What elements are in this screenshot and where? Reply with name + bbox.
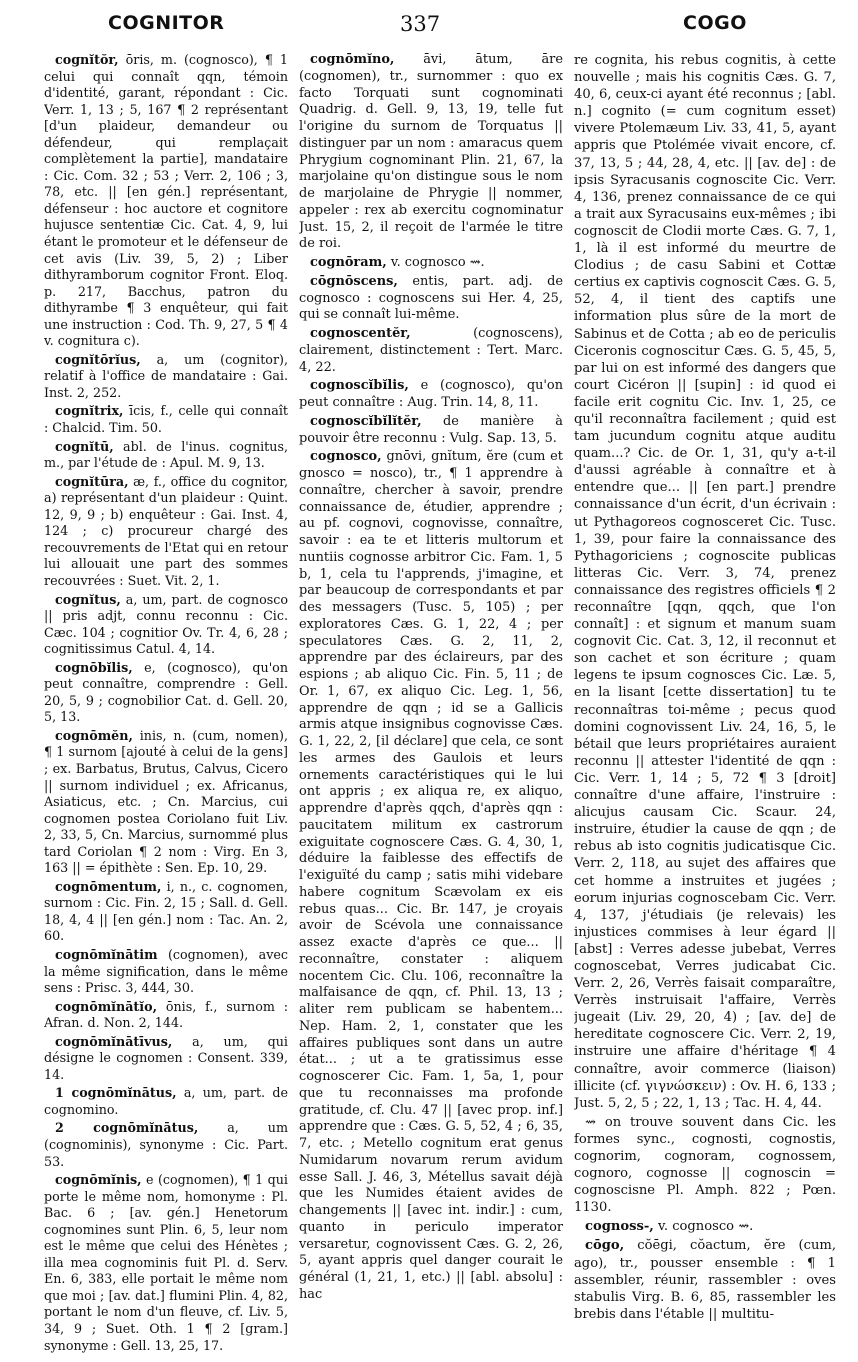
entry-headword: cognōmentum, <box>55 878 162 894</box>
entry-definition: æ, f., office du cognitor, a) représentant d'un plaideur : Quint. 12, 9, 9 ; b) enquêteur : Gai. Inst. 4, 124 ; c) procureur chargé des recouvrements de l'Etat qui en retour lui allouait une part des sommes recouvrées : Suet. Vit. 2, 1. <box>44 473 288 588</box>
dictionary-entry <box>44 660 288 726</box>
entry-definition: ōnis, f., surnom : Afran. d. Non. 2, 144. <box>44 998 288 1031</box>
entry-headword: cognoss-, <box>585 1219 654 1235</box>
dictionary-entry <box>299 449 563 1303</box>
entry-definition: e (cognosco), qu'on peut connaître : Aug. Trin. 14, 8, 11. <box>299 378 563 410</box>
entry-definition: ⇝ on trouve souvent dans Cic. les formes sync., cognosti, cognostis, cognorim, cognoram, cognossem, cognoro, cognosse || cognoscin = cognoscisne Pl. Amph. 822 ; Pœn. 1130. <box>574 1114 836 1216</box>
dictionary-entry <box>44 403 288 436</box>
entry-headword: cognĭtōrĭus, <box>55 351 141 367</box>
dictionary-entry <box>44 879 288 945</box>
entry-headword: cōgo, <box>585 1238 625 1254</box>
entry-headword: cognoscentĕr, <box>310 326 411 341</box>
entry-definition: a, um, qui désigne le cognomen : Consent. 339, 14. <box>44 1033 288 1082</box>
entry-headword: cognōmĭnis, <box>55 1172 142 1188</box>
dictionary-entry <box>574 1237 836 1322</box>
dictionary-entry <box>299 255 563 272</box>
entry-headword: cognōbĭlis, <box>55 659 133 675</box>
entry-headword: cognōmĭnātĭo, <box>55 998 157 1014</box>
entry-definition: (cognoscens), clairement, distinctement : Tert. Marc. 4, 22. <box>299 326 563 375</box>
text-column-right <box>574 52 836 1325</box>
entry-definition: entis, part. adj. de cognosco : cognoscens sui Her. 4, 25, qui se connaît lui-même. <box>299 273 563 323</box>
entry-headword: cognōmĭnātim <box>55 946 158 962</box>
entry-definition: a, um, part. de cognomino. <box>44 1085 288 1117</box>
entry-headword: cognoscĭbĭlis, <box>310 378 409 394</box>
dictionary-entry <box>44 728 288 877</box>
text-column-middle <box>299 52 563 1306</box>
dictionary-entry <box>44 1085 288 1118</box>
entry-definition: a, um (cognitor), relatif à l'office de mandataire : Gai. Inst. 2, 252. <box>44 351 288 400</box>
entry-definition: inis, n. (cum, nomen), ¶ 1 surnom [ajouté à celui de la gens] ; ex. Barbatus, Brutus, Calvus, Cicero || surnom individuel ; ex. Africanus, Asiaticus, etc. ; Cn. Marcius, cui cognomen postea Coriolano fuit Liv. 2, 33, 5, Cn. Marcius, surnommé plus tard Coriolan ¶ 2 nom : Virg. En 3, 163 || = épithète : Sen. Ep. 10, 29. <box>44 727 288 876</box>
entry-definition: i, n., c. cognomen, surnom : Cic. Fin. 2, 15 ; Sall. d. Gell. 18, 4, 4 || [en gén.] nom : Tac. An. 2, 60. <box>44 878 288 944</box>
entry-headword: 2 cognōmĭnātus, <box>55 1120 199 1136</box>
dictionary-entry <box>44 947 288 997</box>
dictionary-entry <box>299 274 563 324</box>
entry-definition: (cognomen), avec la même signification, dans le même sens : Prisc. 3, 444, 30. <box>44 946 288 996</box>
entry-headword: cognĭtūra, <box>55 473 129 489</box>
entry-headword: cognōmĭnātīvus, <box>55 1033 173 1049</box>
entry-headword: cōgnōscens, <box>310 273 398 289</box>
running-head-right: COGO <box>683 12 747 34</box>
entry-definition: ōris, m. (cognosco), ¶ 1 celui qui connaît qqn, témoin d'identité, garant, répondant : Cic. Verr. 1, 13 ; 5, 167 ¶ 2 représentant [d'un plaideur, demandeur ou défendeur, qui remplaçait complètement la partie], mandataire : Cic. Com. 32 ; 53 ; Verr. 2, 106 ; 3, 78, etc. || [en gén.] représentant, défenseur : hoc auctore et cognitore hujusce sententiæ Cic. Cat. 4, 9, lui étant le promoteur et le défenseur de cet avis (Liv. 39, 5, 2) ; Liber dithyramborum cognitor Front. Eloq. p. 217, Bacchus, patron du dithyrambe ¶ 3 enquêteur, qui fait une instruction : Cod. Th. 9, 27, 5 ¶ 4 v. cognitura c). <box>44 52 288 349</box>
dictionary-entry <box>574 52 836 1112</box>
entry-definition: e, (cognosco), qu'on peut connaître, comprendre : Gell. 20, 5, 9 ; cognobilior Cat. d. Gell. 20, 5, 13. <box>44 659 288 725</box>
entry-definition: re cognita, his rebus cognitis, à cette nouvelle ; mais his cognitis Cæs. G. 7, 40, 6, ceux-ci ayant été reconnus ; [abl. n.] cognito (= cum cognitum esset) vivere Ptolemæum Liv. 33, 41, 5, ayant appris que Ptolémée vivait encore, cf. 37, 13, 5 ; 44, 28, 4, etc. || [av. de] : de ipsis Syracusanis cognoscite Cic. Verr. 4, 136, prenez connaissance de ce qui a trait aux Syracusains eux-mêmes ; ibi cognoscit de Clodii morte Cæs. G. 7, 1, 1, là il est informé du meurtre de Clodius ; de casu Sabini et Cottæ certius ex captivis cognoscit Cæs. G. 5, 52, 4, il tient des captifs une information plus sûre de la mort de Sabinus et de Cotta ; ab eo de periculis Ciceronis cognoscitur Cæs. G. 5, 45, 5, par lui on est informé des dangers que court Cicéron || [supin] : id quod ei facile erit cognitu Cic. Inv. 1, 25, ce qu'il reconnaîtra facilement ; quid est tam jucundum cognitu atque auditu quam...? Cic. de Or. 1, 31, qu'y a-t-il d'aussi agréable à connaître et à entendre que... || [en part.] prendre connaissance d'un écrit, d'un écrivain : ut Pythagoreos cognosceret Cic. Tusc. 1, 39, pour faire la connaissance des Pythagoriciens ; cognoscite publicas litteras Cic. Verr. 3, 74, prenez connaissance des registres officiels ¶ 2 reconnaître [qqn, qqch, que l'on connaît] : et signum et manum suam cognovit Cic. Cat. 3, 12, il reconnut et son cachet et son écriture ; quam legens te ipsum cognosces Cic. Læ. 5, en la lisant [cette dissertation] tu te reconnaîtras toi-même ; pecus quod domini cognovissent Liv. 24, 16, 5, le bétail que leurs propriétaires auraient reconnu || attester l'identité de qqn : Cic. Verr. 1, 14 ; 5, 72 ¶ 3 [droit] connaître d'une affaire, l'instruire : alicujus causam Cic. Scaur. 24, instruire, étudier la cause de qqn ; de rebus ab isto cognitis judicatisque Cic. Verr. 2, 118, au sujet des affaires que cet homme a instruites et jugées ; eorum injurias cognoscebam Cic. Verr. 4, 137, j'étudiais (je relevais) les injustices commises à leur égard || [abst] : Verres adesse jubebat, Verres cognoscebat, Verres judicabat Cic. Verr. 2, 26, Verrès faisait comparaître, Verrès instruisait l'affaire, Verrès jugeait (Liv. 29, 20, 4) ; [av. de] de hereditate cognoscere Cic. Verr. 2, 19, instruire une affaire d'héritage ¶ 4 connaître, avoir commerce (liaison) illicite (cf. γιγνώσκειν) : Ov. H. 6, 133 ; Just. 5, 2, 5 ; 22, 1, 13 ; Tac. H. 4, 44. <box>574 53 836 1111</box>
dictionary-entry <box>299 52 563 253</box>
dictionary-entry <box>44 352 288 402</box>
page-number: 337 <box>400 12 441 36</box>
dictionary-entry <box>299 378 563 412</box>
dictionary-entry <box>299 414 563 448</box>
entry-definition: gnōvi, gnĭtum, ĕre (cum et gnosco = nosco), tr., ¶ 1 apprendre à connaître, chercher à savoir, prendre connaissance de, étudier, apprendre ; au pf. cognovi, cognovisse, connaître, savoir : ea te et litteris multorum et nuntiis cognosse arbitror Cic. Fam. 1, 5 b, 1, cela tu l'apprends, j'imagine, et par beaucoup de correspondants et par des messagers (Tusc. 5, 105) ; per exploratores Cæs. G. 1, 22, 4 ; per speculatores Cæs. G. 2, 11, 2, apprendre par des éclaireurs, par des espions ; ab aliquo Cic. Fin. 5, 11 ; de Or. 1, 67, ex aliquo Cic. Leg. 1, 56, apprendre de qqn ; id se a Gallicis armis atque insignibus cognovisse Cæs. G. 1, 22, 2, [il déclare] que cela, ce sont les armes des Gaulois et leurs ornements caractéristiques qui le lui ont appris ; ex aliqua re, ex aliquo, apprendre d'après qqch, d'après qqn : paucitatem militum ex castrorum exiguitate cognoscere Cæs. G. 4, 30, 1, déduire la faiblesse des effectifs de l'exiguïté du camp ; satis mihi videbare habere cognitum Scævolam ex eis rebus quas... Cic. Br. 147, je croyais avoir de Scévola une connaissance assez exacte d'après ce que... || reconnaître, constater : aliquem nocentem Cic. Clu. 106, reconnaître la malfaisance de qqn, cf. Phil. 13, 13 ; aliter rem publicam se habentem... Nep. Ham. 2, 1, constater que les affaires publiques sont dans un autre état... ; ut a te gratissimus esse cognoscerer Cic. Fam. 1, 5a, 1, pour que tu reconnaisses ma profonde gratitude, cf. Clu. 47 || [avec prop. inf.] apprendre que : Cæs. G. 5, 52, 4 ; 6, 35, 7, etc. ; Metello cognitum erat genus Numidarum novarum rerum avidum esse Sall. J. 46, 3, Métellus savait déjà que les Numides étaient avides de changements || [avec int. indir.] : cum, quanto in periculo imperator versaretur, cognovissent Cæs. G. 2, 26, 5, ayant appris quel danger courait le général (1, 21, 1, etc.) || [abl. absolu] : hac <box>299 449 563 1302</box>
dictionary-entry <box>44 1034 288 1084</box>
entry-definition: abl. de l'inus. cognitus, m., par l'étude de : Apul. M. 9, 13. <box>44 438 288 471</box>
dictionary-entry <box>44 999 288 1032</box>
dictionary-entry <box>574 1218 836 1235</box>
entry-definition: v. cognosco ⇝. <box>658 1219 754 1235</box>
dictionary-entry <box>44 1172 288 1354</box>
text-column-left <box>44 52 288 1356</box>
dictionary-entry <box>44 439 288 472</box>
entry-definition: e (cognomen), ¶ 1 qui porte le même nom, homonyme : Pl. Bac. 6 ; [av. gén.] Henetorum cognomines sunt Plin. 6, 5, leur nom est le même que celui des Hénètes ; illa mea cognominis fuit Pl. d. Serv. En. 6, 383, elle portait le même nom que moi ; [av. dat.] flumini Plin. 4, 82, portant le nom d'un fleuve, cf. Liv. 5, 34, 9 ; Suet. Oth. 1 ¶ 2 [gram.] synonyme : Gell. 13, 25, 17. <box>44 1172 288 1353</box>
entry-definition: āvi, ātum, āre (cognomen), tr., surnommer : quo ex facto Torquati sunt cognominati Quadrig. d. Gell. 9, 13, 19, telle fut l'origine du surnom de Torquatus || distinguer par un nom : amaracus quem Phrygium cognominant Plin. 21, 67, la marjolaine qu'on distingue sous le nom de marjolaine de Phrygie || nommer, appeler : rex ab exercitu cognominatur Just. 15, 2, il reçoit de l'armée le titre de roi. <box>299 52 563 252</box>
page-header <box>0 12 858 40</box>
dictionary-entry <box>574 1114 836 1217</box>
dictionary-entry <box>44 1120 288 1170</box>
entry-definition: a, um (cognominis), synonyme : Cic. Part. 53. <box>44 1120 288 1169</box>
dictionary-entry <box>299 326 563 376</box>
entry-headword: cognĭtrix, <box>55 403 124 419</box>
entry-headword: cognōram, <box>310 255 387 270</box>
dictionary-entry <box>44 592 288 658</box>
running-head-left: COGNITOR <box>108 12 225 34</box>
entry-headword: cognoscĭbĭlĭtĕr, <box>310 413 422 429</box>
entry-headword: cognĭtŏr, <box>55 52 119 67</box>
entry-definition: cŏēgi, cŏactum, ĕre (cum, ago), tr., pousser ensemble : ¶ 1 assembler, réunir, rassembler : oves stabulis Virg. B. 6, 85, rassembler les brebis dans l'étable || multitu- <box>574 1238 836 1322</box>
entry-headword: cognĭtus, <box>55 591 121 607</box>
entry-definition: v. cognosco ⇝. <box>390 255 485 270</box>
dictionary-entry <box>44 52 288 350</box>
entry-definition: a, um, part. de cognosco || pris adjt, connu reconnu : Cic. Cæc. 104 ; cognitior Ov. Tr. 4, 6, 28 ; cognitissimus Catul. 4, 14. <box>44 591 288 657</box>
entry-definition: īcis, f., celle qui connaît : Chalcid. Tim. 50. <box>44 403 288 436</box>
entry-headword: 1 cognōmĭnātus, <box>55 1085 177 1101</box>
dictionary-entry <box>44 474 288 590</box>
entry-definition: de manière à pouvoir être reconnu : Vulg. Sap. 13, 5. <box>299 413 563 446</box>
entry-headword: cognōmĕn, <box>55 727 133 743</box>
entry-headword: cognĭtū, <box>55 438 114 454</box>
entry-headword: cognōmĭno, <box>310 52 395 67</box>
entry-headword: cognosco, <box>310 449 382 465</box>
